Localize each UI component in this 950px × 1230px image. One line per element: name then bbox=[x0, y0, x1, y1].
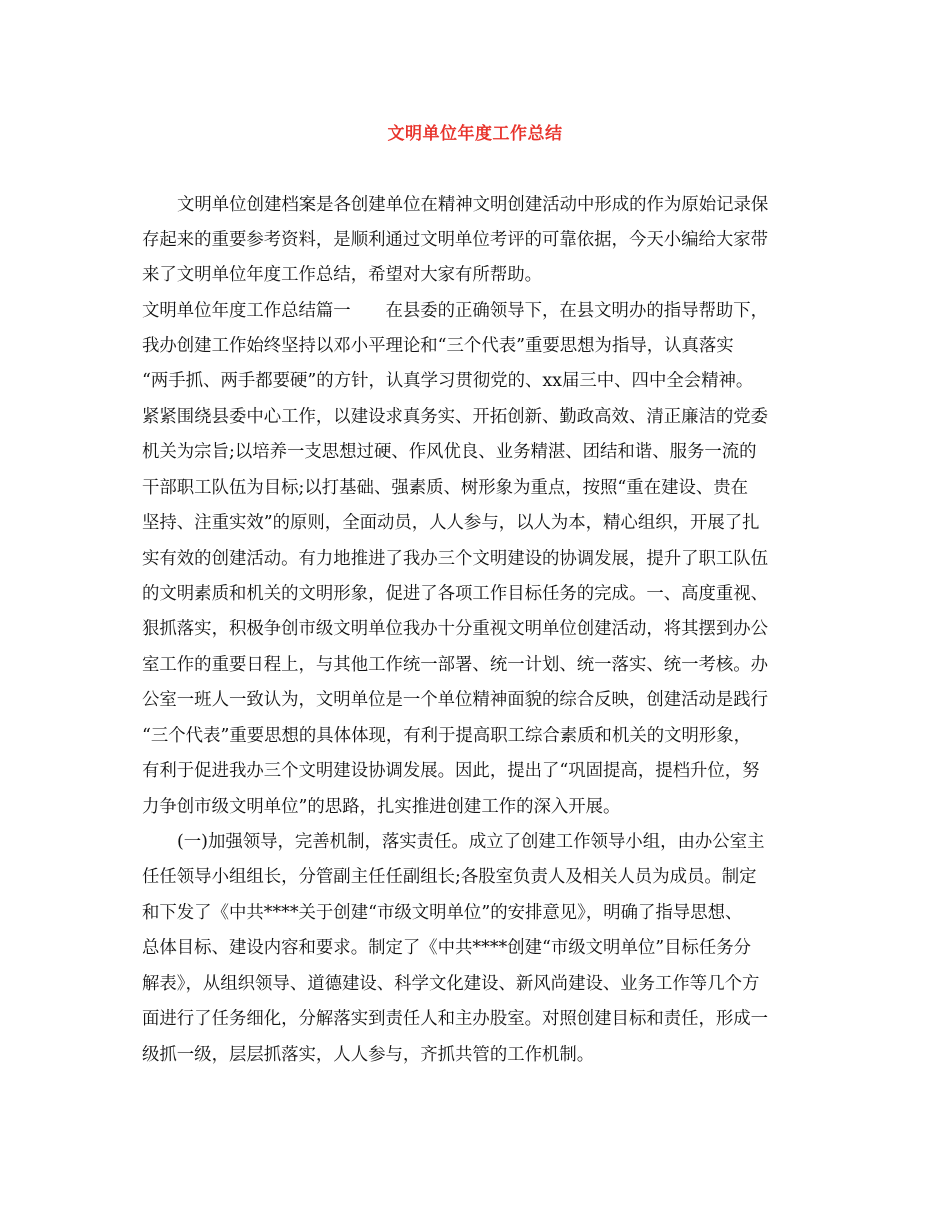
text-line: 我办创建工作始终坚持以邓小平理论和“三个代表”重要思想为指导，认真落实 bbox=[142, 336, 734, 356]
text-line: 力争创市级文明单位”的思路，扎实推进创建工作的深入开展。 bbox=[142, 797, 621, 817]
text-line: 干部职工队伍为目标;以打基础、强素质、树形象为重点，按照“重在建设、贵在 bbox=[142, 478, 749, 498]
document-title: 文明单位年度工作总结 bbox=[387, 124, 563, 144]
text-line: 室工作的重要日程上，与其他工作统一部署、统一计划、统一落实、统一考核。办 bbox=[142, 655, 769, 675]
text-line: 机关为宗旨;以培养一支思想过硬、作风优良、业务精湛、团结和谐、服务一流的 bbox=[142, 442, 757, 462]
text-line: 狠抓落实，积极争创市级文明单位我办十分重视文明单位创建活动，将其摆到办公 bbox=[142, 619, 769, 639]
text-line: 总体目标、建设内容和要求。制定了《中共****创建“市级文明单位”目标任务分 bbox=[142, 938, 752, 958]
text-line: 和下发了《中共****关于创建“市级文明单位”的安排意见》，明确了指导思想、 bbox=[142, 903, 743, 923]
text-line: 文明单位年度工作总结篇一 在县委的正确领导下，在县文明办的指导帮助下， bbox=[142, 301, 769, 321]
text-line: 实有效的创建活动。有力地推进了我办三个文明建设的协调发展，提升了职工队伍 bbox=[142, 549, 769, 569]
text-line: 的文明素质和机关的文明形象，促进了各项工作目标任务的完成。一、高度重视、 bbox=[142, 584, 769, 604]
text-line: 坚持、注重实效”的原则，全面动员，人人参与，以人为本，精心组织，开展了扎 bbox=[142, 513, 760, 533]
text-line: 紧紧围绕县委中心工作，以建设求真务实、开拓创新、勤政高效、清正廉洁的党委 bbox=[142, 407, 769, 427]
text-line: 来了文明单位年度工作总结，希望对大家有所帮助。 bbox=[142, 265, 542, 285]
text-line: 有利于促进我办三个文明建设协调发展。因此，提出了“巩固提高，提档升位，努 bbox=[142, 761, 760, 781]
text-line: “三个代表”重要思想的具体体现，有利于提高职工综合素质和机关的文明形象， bbox=[142, 726, 752, 746]
text-line: 级抓一级，层层抓落实，人人参与，齐抓共管的工作机制。 bbox=[142, 1045, 595, 1065]
text-line: 面进行了任务细化，分解落实到责任人和主办股室。对照创建目标和责任，形成一 bbox=[142, 1009, 769, 1029]
text-line: “两手抓、两手都要硬”的方针，认真学习贯彻党的、xx届三中、四中全会精神。 bbox=[142, 371, 754, 391]
text-line: 文明单位创建档案是各创建单位在精神文明创建活动中形成的作为原始记录保 bbox=[177, 195, 769, 215]
text-line: 存起来的重要参考资料，是顺利通过文明单位考评的可靠依据，今天小编给大家带 bbox=[142, 230, 769, 250]
text-line: 公室一班人一致认为，文明单位是一个单位精神面貌的综合反映，创建活动是践行 bbox=[142, 690, 769, 710]
text-line: 任任领导小组组长，分管副主任任副组长;各股室负责人及相关人员为成员。制定 bbox=[142, 867, 757, 887]
text-line: (一)加强领导，完善机制，落实责任。成立了创建工作领导小组，由办公室主 bbox=[177, 832, 765, 852]
text-line: 解表》，从组织领导、道德建设、科学文化建设、新风尚建设、业务工作等几个方 bbox=[142, 974, 760, 994]
